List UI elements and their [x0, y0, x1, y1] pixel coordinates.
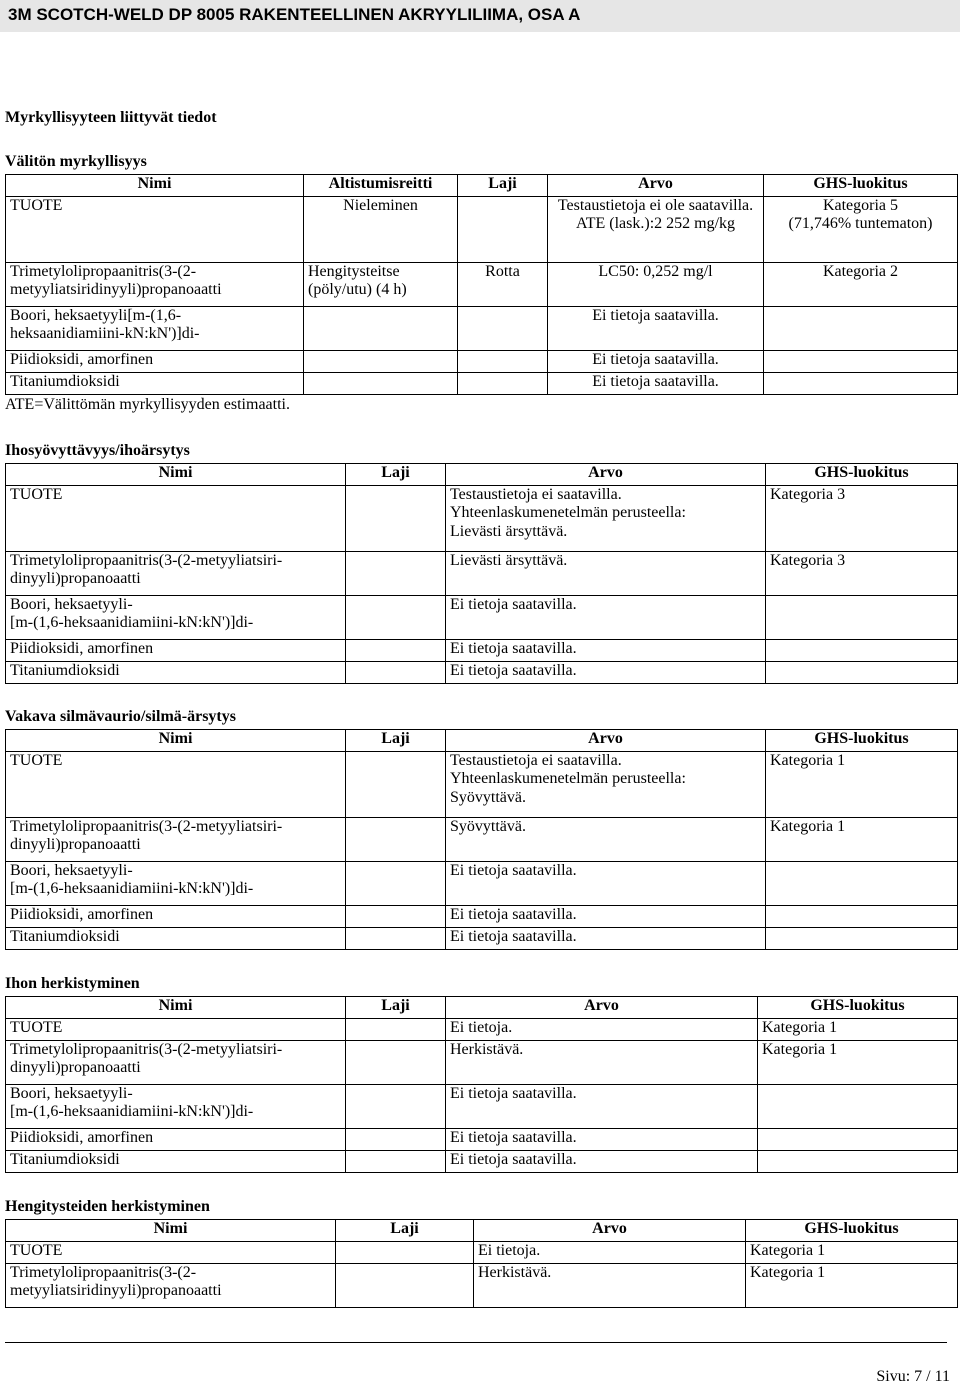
cell-value: Ei tietoja saatavilla. [446, 1151, 758, 1173]
skinsens-title: Ihon herkistyminen [5, 975, 140, 992]
acute-table [5, 174, 958, 395]
cell-name: Trimetylolipropaanitris(3-(2-metyyliatsiri- dinyyli)propanoaatti [6, 1041, 346, 1085]
col-header: Nimi [6, 175, 304, 197]
cell-value: Ei tietoja saatavilla. [446, 928, 766, 950]
cell-value: Testaustietoja ei saatavilla. Yhteenlaskumenetelmän perusteella: Lievästi ärsyttävä. [446, 486, 766, 552]
col-header: Arvo [446, 730, 766, 752]
cell-route: Hengitysteitse (pöly/utu) (4 h) [304, 263, 458, 307]
cell-value: Ei tietoja saatavilla. [446, 906, 766, 928]
table-row [6, 596, 958, 640]
col-header: Nimi [6, 997, 346, 1019]
cell-name: Boori, heksaetyyli- [m-(1,6-heksaanidiamiini-kN:kN')]di- [6, 862, 346, 906]
cell-species: Rotta [458, 263, 548, 307]
cell-value: Testaustietoja ei saatavilla. Yhteenlaskumenetelmän perusteella: Syövyttävä. [446, 752, 766, 818]
table-row [6, 1041, 958, 1085]
col-header: Nimi [6, 464, 346, 486]
cell-name: Piidioksidi, amorfinen [6, 640, 346, 662]
table-header-row [6, 175, 958, 197]
table-row [6, 373, 958, 395]
cell-value: Ei tietoja saatavilla. [446, 1085, 758, 1129]
table-row [6, 1129, 958, 1151]
table-header-row [6, 1220, 958, 1242]
table-row [6, 928, 958, 950]
col-header: Laji [346, 464, 446, 486]
cell-name: Boori, heksaetyyli- [m-(1,6-heksaanidiamiini-kN:kN')]di- [6, 1085, 346, 1129]
cell-value: Ei tietoja saatavilla. [446, 862, 766, 906]
table-row [6, 307, 958, 351]
eye-table [5, 729, 958, 950]
table-row [6, 640, 958, 662]
col-header: GHS-luokitus [746, 1220, 958, 1242]
eye-title: Vakava silmävaurio/silmä-ärsytys [5, 708, 236, 725]
cell-value: Ei tietoja saatavilla. [548, 373, 764, 395]
col-header: GHS-luokitus [766, 730, 958, 752]
skin-table [5, 463, 958, 684]
col-header: Laji [336, 1220, 474, 1242]
respsens-table [5, 1219, 958, 1308]
cell-name: Trimetylolipropaanitris(3-(2-metyyliatsiri- dinyyli)propanoaatti [6, 818, 346, 862]
cell-ghs: Kategoria 1 [746, 1264, 958, 1308]
cell-name: Titaniumdioksidi [6, 1151, 346, 1173]
skinsens-table [5, 996, 958, 1173]
cell-ghs: Kategoria 2 [764, 263, 958, 307]
cell-ghs: Kategoria 1 [758, 1041, 958, 1085]
table-row [6, 662, 958, 684]
table-header-row [6, 730, 958, 752]
col-header: Arvo [548, 175, 764, 197]
cell-value: Syövyttävä. [446, 818, 766, 862]
table-row [6, 752, 958, 818]
cell-name: Trimetylolipropaanitris(3-(2-metyyliatsiri- dinyyli)propanoaatti [6, 552, 346, 596]
table-row [6, 1019, 958, 1041]
cell-name: TUOTE [6, 752, 346, 818]
cell-name: TUOTE [6, 486, 346, 552]
cell-ghs: Kategoria 1 [746, 1242, 958, 1264]
cell-ghs: Kategoria 1 [758, 1019, 958, 1041]
table-header-row [6, 464, 958, 486]
document-header [0, 0, 960, 32]
col-header: Nimi [6, 730, 346, 752]
table-row [6, 552, 958, 596]
cell-name: Trimetylolipropaanitris(3-(2- metyyliatsiridinyyli)propanoaatti [6, 263, 304, 307]
cell-name: Boori, heksaetyyli- [m-(1,6-heksaanidiamiini-kN:kN')]di- [6, 596, 346, 640]
col-header: GHS-luokitus [758, 997, 958, 1019]
footer-divider [5, 1342, 947, 1343]
col-header: Laji [346, 997, 446, 1019]
cell-value: Ei tietoja saatavilla. [446, 1129, 758, 1151]
col-header: Altistumisreitti [304, 175, 458, 197]
acute-title: Välitön myrkyllisyys [5, 153, 147, 170]
col-header: Arvo [446, 464, 766, 486]
col-header: Laji [346, 730, 446, 752]
cell-value: Ei tietoja saatavilla. [446, 640, 766, 662]
table-row [6, 351, 958, 373]
cell-value: Herkistävä. [474, 1264, 746, 1308]
table-row [6, 197, 958, 263]
skin-title: Ihosyövyttävyys/ihoärsytys [5, 442, 190, 459]
cell-name: Titaniumdioksidi [6, 928, 346, 950]
cell-ghs: Kategoria 3 [766, 552, 958, 596]
cell-route: Nieleminen [304, 197, 458, 263]
col-header: Laji [458, 175, 548, 197]
cell-value: Herkistävä. [446, 1041, 758, 1085]
cell-name: Titaniumdioksidi [6, 662, 346, 684]
table-row [6, 1085, 958, 1129]
table-header-row [6, 997, 958, 1019]
cell-ghs: Kategoria 1 [766, 752, 958, 818]
cell-value: Ei tietoja saatavilla. [548, 351, 764, 373]
table-row [6, 1264, 958, 1308]
table-row [6, 818, 958, 862]
section-title: Myrkyllisyyteen liittyvät tiedot [5, 109, 217, 126]
page-number: Sivu: 7 / 11 [876, 1368, 950, 1385]
table-row [6, 1151, 958, 1173]
cell-name: Boori, heksaetyyli[m-(1,6- heksaanidiamiini-kN:kN')]di- [6, 307, 304, 351]
cell-value: Ei tietoja. [446, 1019, 758, 1041]
cell-species [458, 197, 548, 263]
table-row [6, 486, 958, 552]
cell-name: Piidioksidi, amorfinen [6, 351, 304, 373]
cell-ghs: Kategoria 3 [766, 486, 958, 552]
col-header: Arvo [446, 997, 758, 1019]
cell-value: Ei tietoja saatavilla. [446, 662, 766, 684]
cell-ghs: Kategoria 1 [766, 818, 958, 862]
col-header: Nimi [6, 1220, 336, 1242]
ate-note: ATE=Välittömän myrkyllisyyden estimaatti. [5, 396, 290, 413]
table-row [6, 1242, 958, 1264]
cell-name: Piidioksidi, amorfinen [6, 906, 346, 928]
respsens-title: Hengitysteiden herkistyminen [5, 1198, 210, 1215]
cell-name: Piidioksidi, amorfinen [6, 1129, 346, 1151]
cell-value: Lievästi ärsyttävä. [446, 552, 766, 596]
document-title: 3M SCOTCH-WELD DP 8005 RAKENTEELLINEN AKRYYLILIIMA, OSA A [8, 5, 581, 24]
cell-value: LC50: 0,252 mg/l [548, 263, 764, 307]
cell-name: Trimetylolipropaanitris(3-(2- metyyliatsiridinyyli)propanoaatti [6, 1264, 336, 1308]
table-row [6, 906, 958, 928]
col-header: GHS-luokitus [764, 175, 958, 197]
cell-value: Ei tietoja. [474, 1242, 746, 1264]
cell-value: Ei tietoja saatavilla. [446, 596, 766, 640]
table-row [6, 263, 958, 307]
cell-name: TUOTE [6, 1242, 336, 1264]
cell-name: Titaniumdioksidi [6, 373, 304, 395]
table-row [6, 862, 958, 906]
col-header: Arvo [474, 1220, 746, 1242]
cell-value: Testaustietoja ei ole saatavilla. ATE (lask.):2 252 mg/kg [548, 197, 764, 263]
cell-name: TUOTE [6, 197, 304, 263]
cell-ghs: Kategoria 5 (71,746% tuntematon) [764, 197, 958, 263]
cell-value: Ei tietoja saatavilla. [548, 307, 764, 351]
col-header: GHS-luokitus [766, 464, 958, 486]
cell-name: TUOTE [6, 1019, 346, 1041]
